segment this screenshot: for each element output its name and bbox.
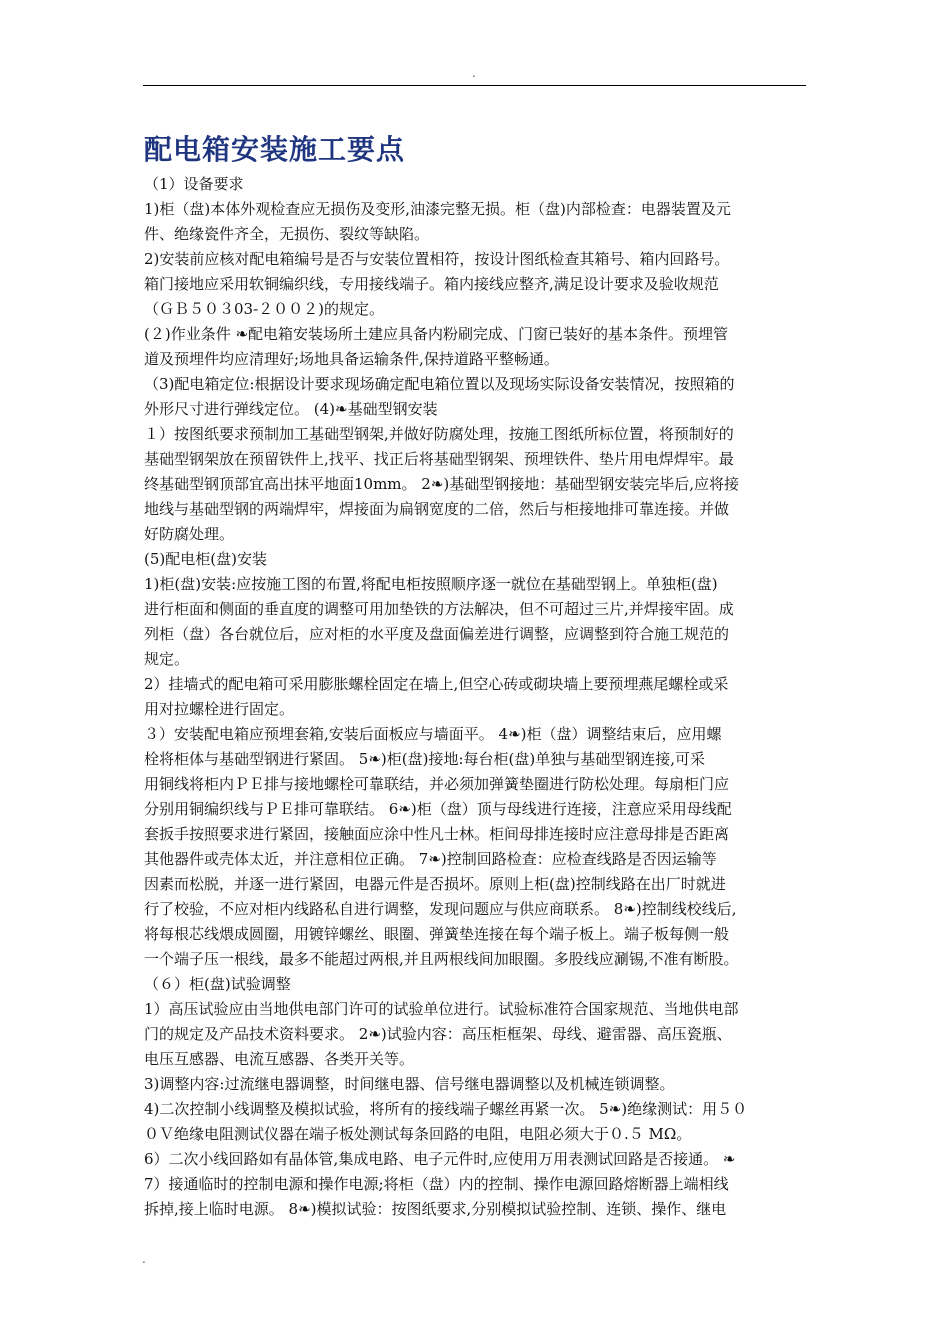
body-line: ０Ｖ绝缘电阻测试仪器在端子板处测试每条回路的电阻，电阻必须大于０.５ MΩ。 xyxy=(144,1125,692,1143)
body-line: １）按图纸要求预制加工基础型钢架,并做好防腐处理，按施工图纸所标位置，将预制好的 xyxy=(144,425,734,443)
body-line: 2)安装前应核对配电箱编号是否与安装位置相符，按设计图纸检查其箱号、箱内回路号。 xyxy=(144,250,730,268)
body-line: ３）安装配电箱应预埋套箱,安装后面板应与墙面平。 4❧)柜（盘）调整结束后，应用螺 xyxy=(144,725,722,743)
body-line: 1）高压试验应由当地供电部门许可的试验单位进行。试验标准符合国家规范、当地供电部 xyxy=(144,1000,739,1018)
body-line: 规定。 xyxy=(144,650,190,668)
body-line: 4)二次控制小线调整及模拟试验，将所有的接线端子螺丝再紧一次。 5❧)绝缘测试：用５０ xyxy=(144,1100,748,1118)
footer-mark: . xyxy=(142,1252,146,1266)
body-line: (２)作业条件 ❧配电箱安装场所土建应具备内粉刷完成、门窗已装好的基本条件。预埋管 xyxy=(144,325,729,343)
body-line: 一个端子压一根线，最多不能超过两根,并且两根线间加眼圈。多股线应涮锡,不准有断股。 xyxy=(144,950,739,968)
body-line: 1)柜（盘)本体外观检查应无损伤及变形,油漆完整无损。柜（盘)内部检查：电器装置及元 xyxy=(144,200,731,218)
body-line: 拆掉,接上临时电源。 8❧)模拟试验：按图纸要求,分别模拟试验控制、连锁、操作、继电 xyxy=(144,1200,727,1218)
body-line: （６）柜(盘)试验调整 xyxy=(144,975,291,993)
body-line: 道及预埋件均应清理好;场地具备运输条件,保持道路平整畅通。 xyxy=(144,350,559,368)
body-line: （1）设备要求 xyxy=(144,175,244,193)
body-line: 列柜（盘）各台就位后，应对柜的水平度及盘面偏差进行调整，应调整到符合施工规范的 xyxy=(144,625,730,643)
body-line: 分别用铜编织线与ＰＥ排可靠联结。 6❧)柜（盘）顶与母线进行连接，注意应采用母线配 xyxy=(144,800,732,818)
body-line: 外形尺寸进行弹线定位。 (4)❧基础型钢安装 xyxy=(144,400,438,418)
body-line: 其他器件或壳体太近，并注意相位正确。 7❧)控制回路检查：应检查线路是否因运输等 xyxy=(144,850,717,868)
body-line: 好防腐处理。 xyxy=(144,525,235,543)
body-line: 7）接通临时的控制电源和操作电源;将柜（盘）内的控制、操作电源回路熔断器上端相线 xyxy=(144,1175,729,1193)
header-mark: . xyxy=(472,66,476,80)
body-line: 6）二次小线回路如有晶体管,集成电路、电子元件时,应使用万用表测试回路是否接通。 ❧ xyxy=(144,1150,736,1168)
document-body xyxy=(144,172,810,1222)
body-line: 地线与基础型钢的两端焊牢，焊接面为扁钢宽度的二倍，然后与柜接地排可靠连接。并做 xyxy=(144,500,730,518)
page-title: 配电箱安装施工要点 xyxy=(144,133,406,166)
body-line: （3)配电箱定位:根据设计要求现场确定配电箱位置以及现场实际设备安装情况，按照箱的 xyxy=(144,375,735,393)
body-line: 因素而松脱，并逐一进行紧固，电器元件是否损坏。原则上柜(盘)控制线路在出厂时就进 xyxy=(144,875,726,893)
header-rule xyxy=(143,85,806,86)
body-line: （ＧＢ５０３03-２００２)的规定。 xyxy=(144,300,385,318)
body-line: 将每根芯线煨成圆圈，用镀锌螺丝、眼圈、弹簧垫连接在每个端子板上。端子板每侧一般 xyxy=(144,925,730,943)
body-line: 件、绝缘瓷件齐全，无损伤、裂纹等缺陷。 xyxy=(144,225,430,243)
body-line: 栓将柜体与基础型钢进行紧固。 5❧)柜(盘)接地:每台柜(盘)单独与基础型钢连接,可采 xyxy=(144,750,705,768)
body-line: 3)调整内容:过流继电器调整，时间继电器、信号继电器调整以及机械连锁调整。 xyxy=(144,1075,675,1093)
body-line: 门的规定及产品技术资料要求。 2❧)试验内容：高压柜框架、母线、避雷器、高压瓷瓶、 xyxy=(144,1025,732,1043)
body-line: 用对拉螺栓进行固定。 xyxy=(144,700,295,718)
body-line: 基础型钢架放在预留铁件上,找平、找正后将基础型钢架、预埋铁件、垫片用电焊焊牢。最 xyxy=(144,450,734,468)
body-line: 电压互感器、电流互感器、各类开关等。 xyxy=(144,1050,415,1068)
body-line: 箱门接地应采用软铜编织线，专用接线端子。箱内接线应整齐,满足设计要求及验收规范 xyxy=(144,275,719,293)
body-line: (5)配电柜(盘)安装 xyxy=(144,550,267,568)
body-line: 1)柜(盘)安装:应按施工图的布置,将配电柜按照顺序逐一就位在基础型钢上。单独柜(盘) xyxy=(144,575,718,593)
body-line: 进行柜面和侧面的垂直度的调整可用加垫铁的方法解决，但不可超过三片,并焊接牢固。成 xyxy=(144,600,734,618)
body-line: 行了校验，不应对柜内线路私自进行调整，发现问题应与供应商联系。 8❧)控制线校线后, xyxy=(144,900,737,918)
body-line: 套扳手按照要求进行紧固，接触面应涂中性凡士林。柜间母排连接时应注意母排是否距离 xyxy=(144,825,730,843)
body-line: 用铜线将柜内ＰＥ排与接地螺栓可靠联结，并必须加弹簧垫圈进行防松处理。每扇柜门应 xyxy=(144,775,730,793)
body-line: 终基础型钢顶部宜高出抹平地面10mm。 2❧)基础型钢接地：基础型钢安装完毕后,应将接 xyxy=(144,475,740,493)
body-line: 2）挂墙式的配电箱可采用膨胀螺栓固定在墙上,但空心砖或砌块墙上要预埋燕尾螺栓或采 xyxy=(144,675,729,693)
